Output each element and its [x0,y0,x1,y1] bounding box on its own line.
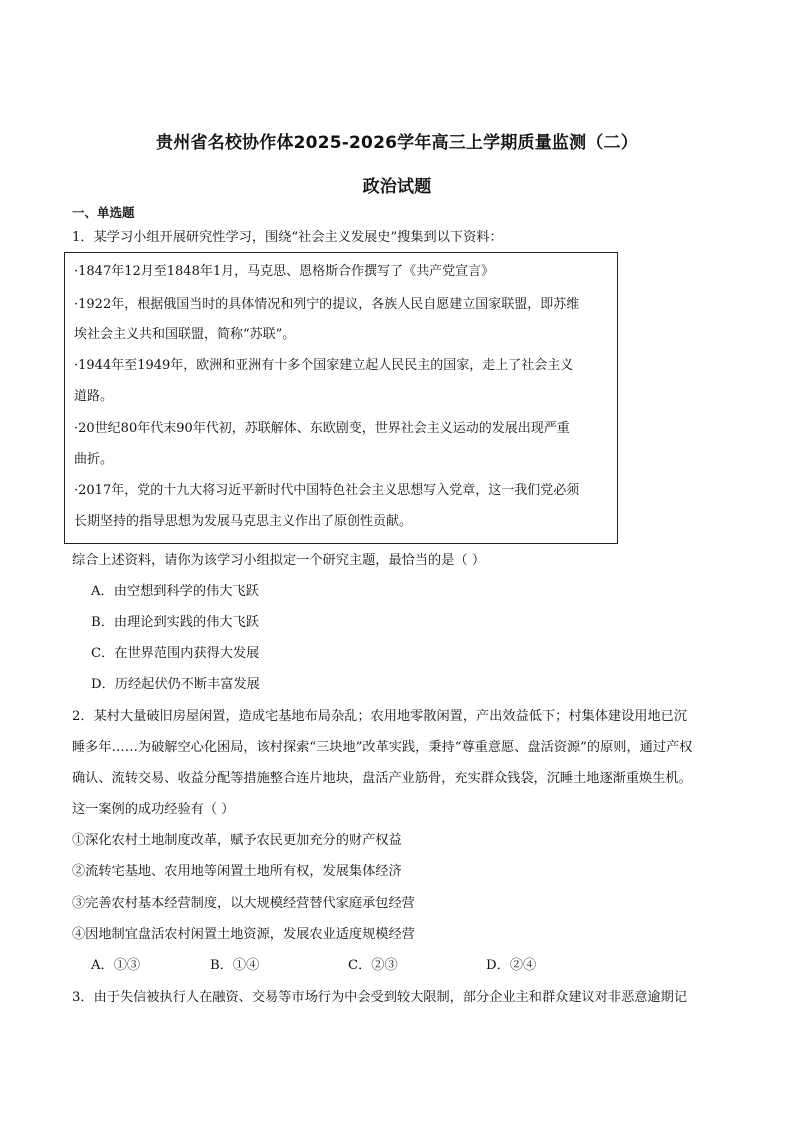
q1-material-line: ·1944年至1949年，欧洲和亚洲有十多个国家建立起人民民主的国家，走上了社会主义 [74,358,574,373]
q1-material-line: 道路。 [74,389,114,404]
q2-stem-line: 确认、流转交易、收益分配等措施整合连片地块，盘活产业筋骨，充实群众钱袋，沉睡土地逐渐重焕生机。 [72,771,692,786]
q2-stem-line: 2．某村大量破旧房屋闲置，造成宅基地布局杂乱；农用地零散闲置，产出效益低下；村集体建设用地已沉 [72,709,688,724]
q2-statement-2: ②流转宅基地、农用地等闲置土地所有权，发展集体经济 [72,864,402,879]
q2-choice-c[interactable]: C．②③ [348,958,398,973]
q1-material-line: 埃社会主义共和国联盟，简称“苏联”。 [74,327,296,342]
q1-prompt: 综合上述资料，请你为该学习小组拟定一个研究主题，最恰当的是（ ） [72,553,486,568]
q3-stem-line: 3．由于失信被执行人在融资、交易等市场行为中会受到较大限制，部分企业主和群众建议对非恶意逾期记 [72,990,688,1005]
q2-statement-1: ①深化农村土地制度改革，赋予农民更加充分的财产权益 [72,833,402,848]
section-heading: 一、单选题 [72,205,135,220]
q2-stem-line: 睡多年……为破解空心化困局，该村探索“三块地”改革实践，秉持“尊重意愿、盘活资源”的原则，通过产权 [72,740,693,755]
q1-material-line: ·2017年，党的十九大将习近平新时代中国特色社会主义思想写入党章，这一我们党必须 [74,483,580,498]
q2-choice-d[interactable]: D．②④ [486,958,537,973]
q2-stem-line: 这一案例的成功经验有（ ） [72,802,235,817]
q1-option-d[interactable]: D．历经起伏仍不断丰富发展 [91,677,260,692]
q1-material-line: ·20世纪80年代末90年代初，苏联解体、东欧剧变，世界社会主义运动的发展出现严重 [74,421,570,436]
q1-option-b[interactable]: B．由理论到实践的伟大飞跃 [91,615,259,630]
q1-option-c[interactable]: C．在世界范围内获得大发展 [91,646,260,661]
q2-choice-a[interactable]: A．①③ [91,958,141,973]
q2-choice-b[interactable]: B．①④ [210,958,260,973]
q1-material-line: 曲折。 [74,452,114,467]
q1-material-line: ·1922年，根据俄国当时的具体情况和列宁的提议，各族人民自愿建立国家联盟，即苏维 [74,297,580,312]
q1-material-line: 长期坚持的指导思想为发展马克思主义作出了原创性贡献。 [74,514,413,529]
q1-stem: 1．某学习小组开展研究性学习，围绕“社会主义发展史”搜集到以下资料： [72,230,503,245]
q2-statement-4: ④因地制宜盘活农村闲置土地资源，发展农业适度规模经营 [72,927,415,942]
q1-material-line: ·1847年12月至1848年1月，马克思、恩格斯合作撰写了《共产党宣言》 [74,264,495,279]
q1-option-a[interactable]: A．由空想到科学的伟大飞跃 [91,584,259,599]
exam-title: 贵州省名校协作体2025-2026学年高三上学期质量监测（二） [156,133,638,153]
q2-statement-3: ③完善农村基本经营制度，以大规模经营替代家庭承包经营 [72,896,415,911]
exam-subject: 政治试题 [362,177,432,197]
